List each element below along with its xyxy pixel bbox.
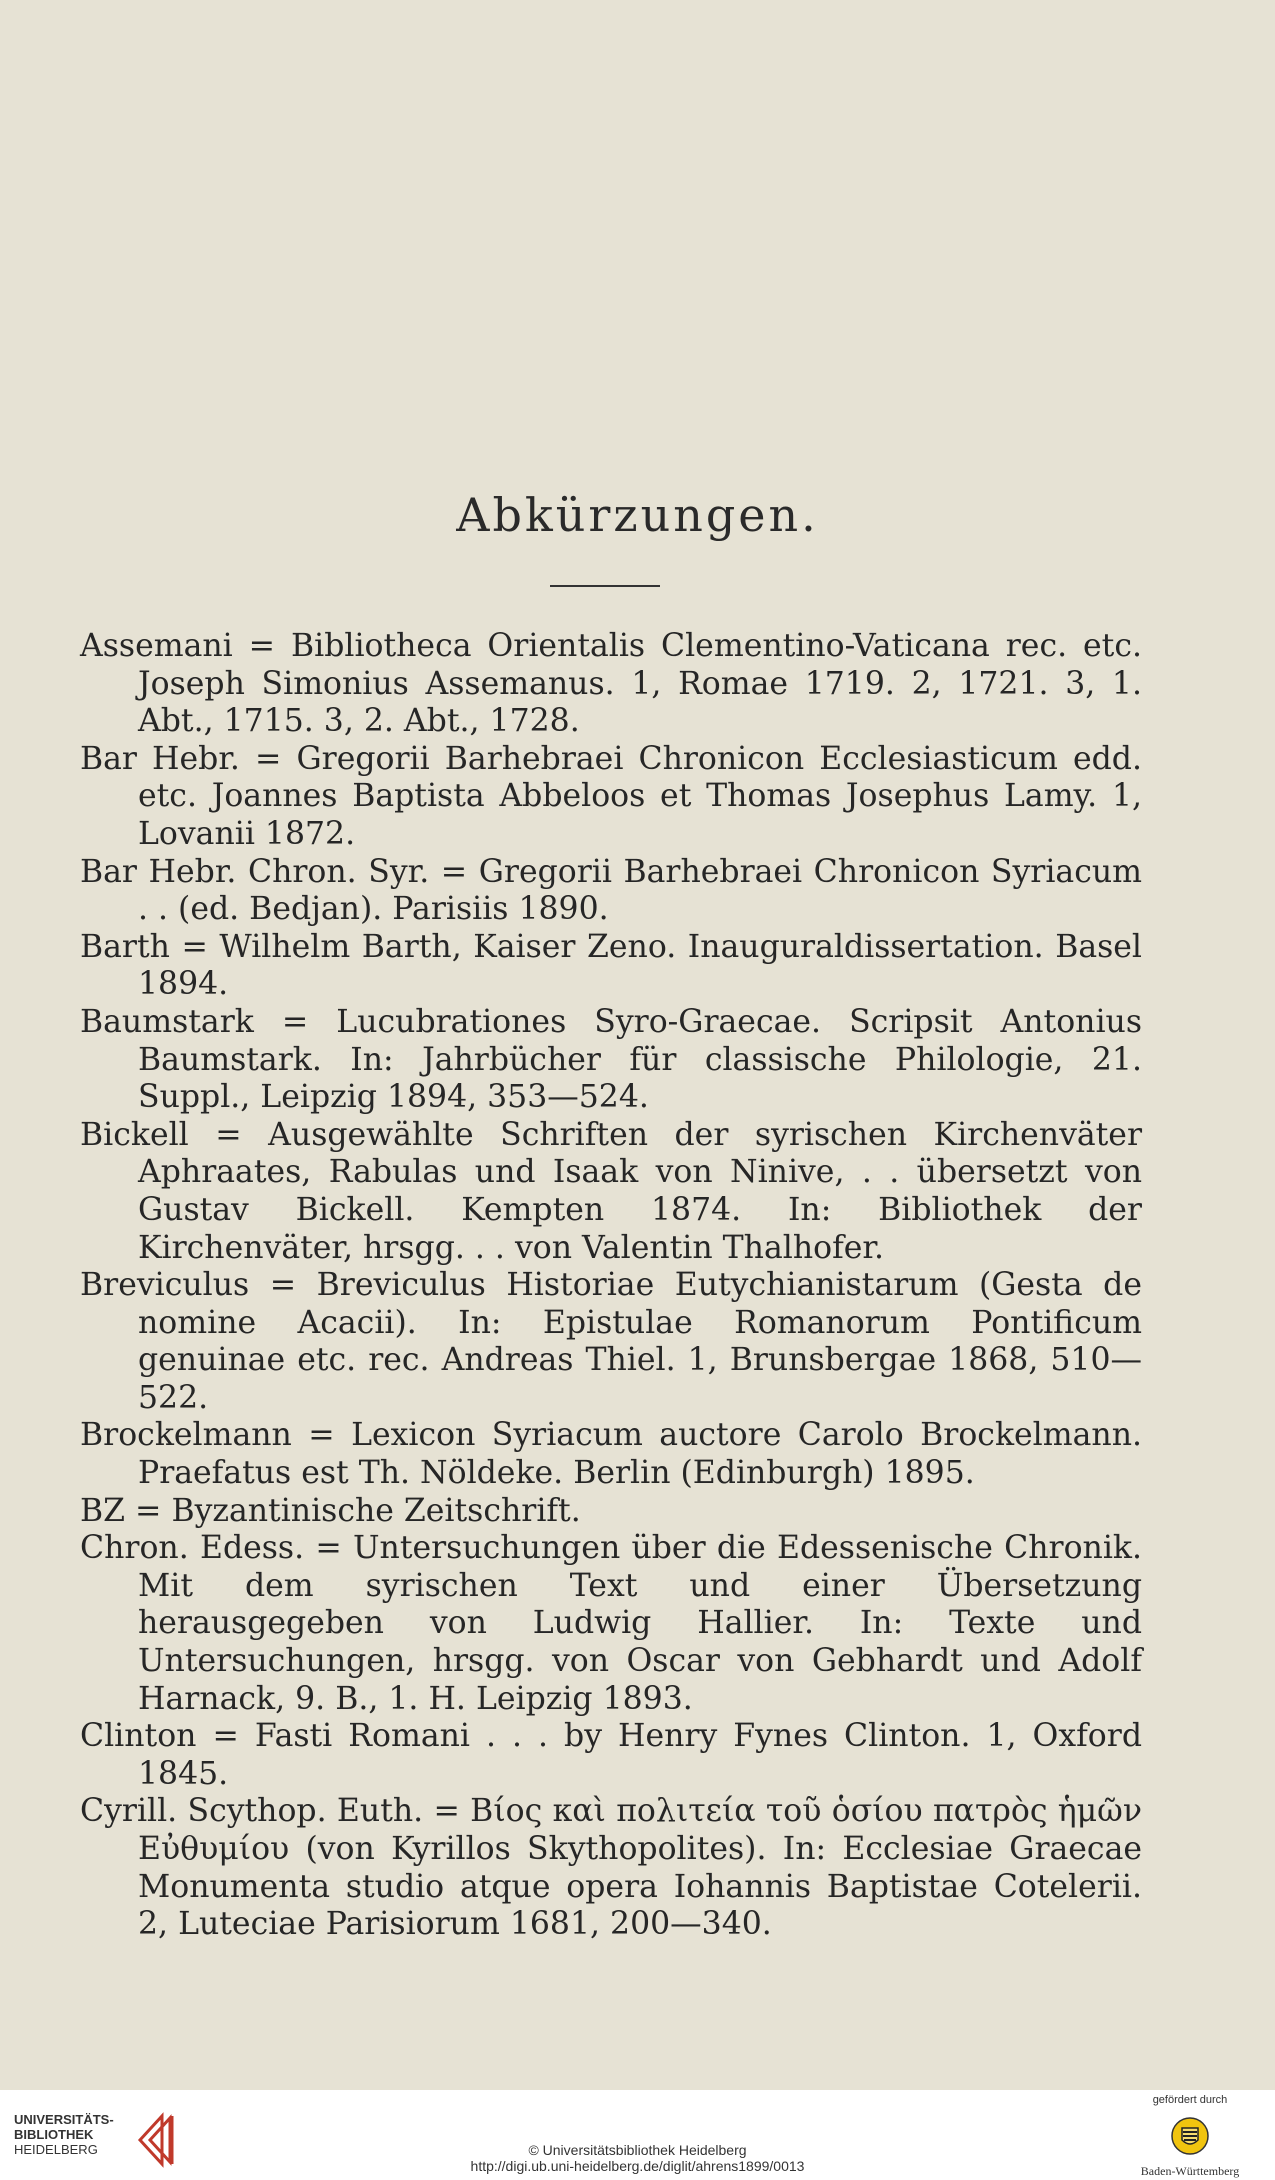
entry-clinton: Clinton = Fasti Romani . . . by Henry Fynes Clinton. 1, Oxford 1845. [80,1718,1142,1792]
entry-chron-edess: Chron. Edess. = Untersuchungen über die Edessenische Chronik. Mit dem syrischen Text und einer Übersetzung herausgegeben von Ludwig Hallier. In: Texte und Untersuchungen, hrsgg. von Oscar von Gebhardt und Adolf Harnack, 9. B., 1. H. Leipzig 1893. [80,1530,1142,1717]
entry-breviculus: Breviculus = Breviculus Historiae Eutychianistarum (Gesta de nomine Acacii). In: Epistulae Romanorum Pontificum genuinae etc. rec. Andreas Thiel. 1, Brunsbergae 1868, 510—522. [80,1267,1142,1416]
entry-bar-hebr: Bar Hebr. = Gregorii Barhebraei Chronicon Ecclesiasticum edd. etc. Joannes Baptista Abbeloos et Thomas Josephus Lamy. 1, Lovanii 1872. [80,740,1142,852]
abbreviation-list [80,628,1142,1944]
coat-of-arms-icon [1170,2116,1210,2156]
title-rule [550,585,660,587]
entry-bar-hebr-chron-syr: Bar Hebr. Chron. Syr. = Gregorii Barhebraei Chronicon Syriacum . . (ed. Bedjan). Parisiis 1890. [80,853,1142,928]
entry-barth: Barth = Wilhelm Barth, Kaiser Zeno. Inauguraldissertation. Basel 1894. [80,928,1142,1003]
entry-bickell: Bickell = Ausgewählte Schriften der syrischen Kirchenväter Aphraates, Rabulas und Isaak von Ninive, . . übersetzt von Gustav Bickell. Kempten 1874. In: Bibliothek der Kirchenväter, hrsgg. . . von Valentin Thalhofer. [80,1116,1142,1266]
page-title: Abkürzungen. [456,488,819,542]
entry-assemani: Assemani = Bibliotheca Orientalis Clementino-Vaticana rec. etc. Joseph Simonius Assemanus. 1, Romae 1719. 2, 1721. 3, 1. Abt., 1715. 3, 2. Abt., 1728. [80,628,1142,740]
library-name-line2: BIBLIOTHEK [14,2127,94,2142]
entry-brockelmann: Brockelmann = Lexicon Syriacum auctore Carolo Brockelmann. Praefatus est Th. Nöldeke. Berlin (Edinburgh) 1895. [80,1417,1142,1492]
copyright-text: © Universitätsbibliothek Heidelberg [528,2142,747,2158]
entry-baumstark: Baumstark = Lucubrationes Syro-Graecae. Scripsit Antonius Baumstark. In: Jahrbücher für classische Philologie, 21. Suppl., Leipzig 1894, 353—524. [80,1003,1142,1116]
source-url[interactable]: http://digi.ub.uni-heidelberg.de/diglit/ahrens1899/0013 [470,2158,805,2174]
entry-cyrill-scythop: Cyrill. Scythop. Euth. = Βίος καὶ πολιτεία τοῦ ὁσίου πατρὸς ἡμῶν Εὐθυμίου (von Kyrillos Skythopolites). In: Ecclesiae Graecae Monumenta studio atque opera Iohannis Baptistae Cotelerii. 2, Luteciae Parisiorum 1681, 200—340. [80,1793,1142,1943]
sponsor-name: Baden-Württemberg [1140,2164,1240,2178]
entry-bz: BZ = Byzantinische Zeitschrift. [80,1492,581,1529]
sponsor-block [1110,2094,1270,2180]
footer-bar [0,2090,1275,2180]
library-name-line1: UNIVERSITÄTS- [14,2112,114,2127]
copyright-block [0,2142,1275,2174]
sponsor-caption: gefördert durch [1152,2094,1228,2106]
library-name-line3: HEIDELBERG [14,2142,98,2157]
